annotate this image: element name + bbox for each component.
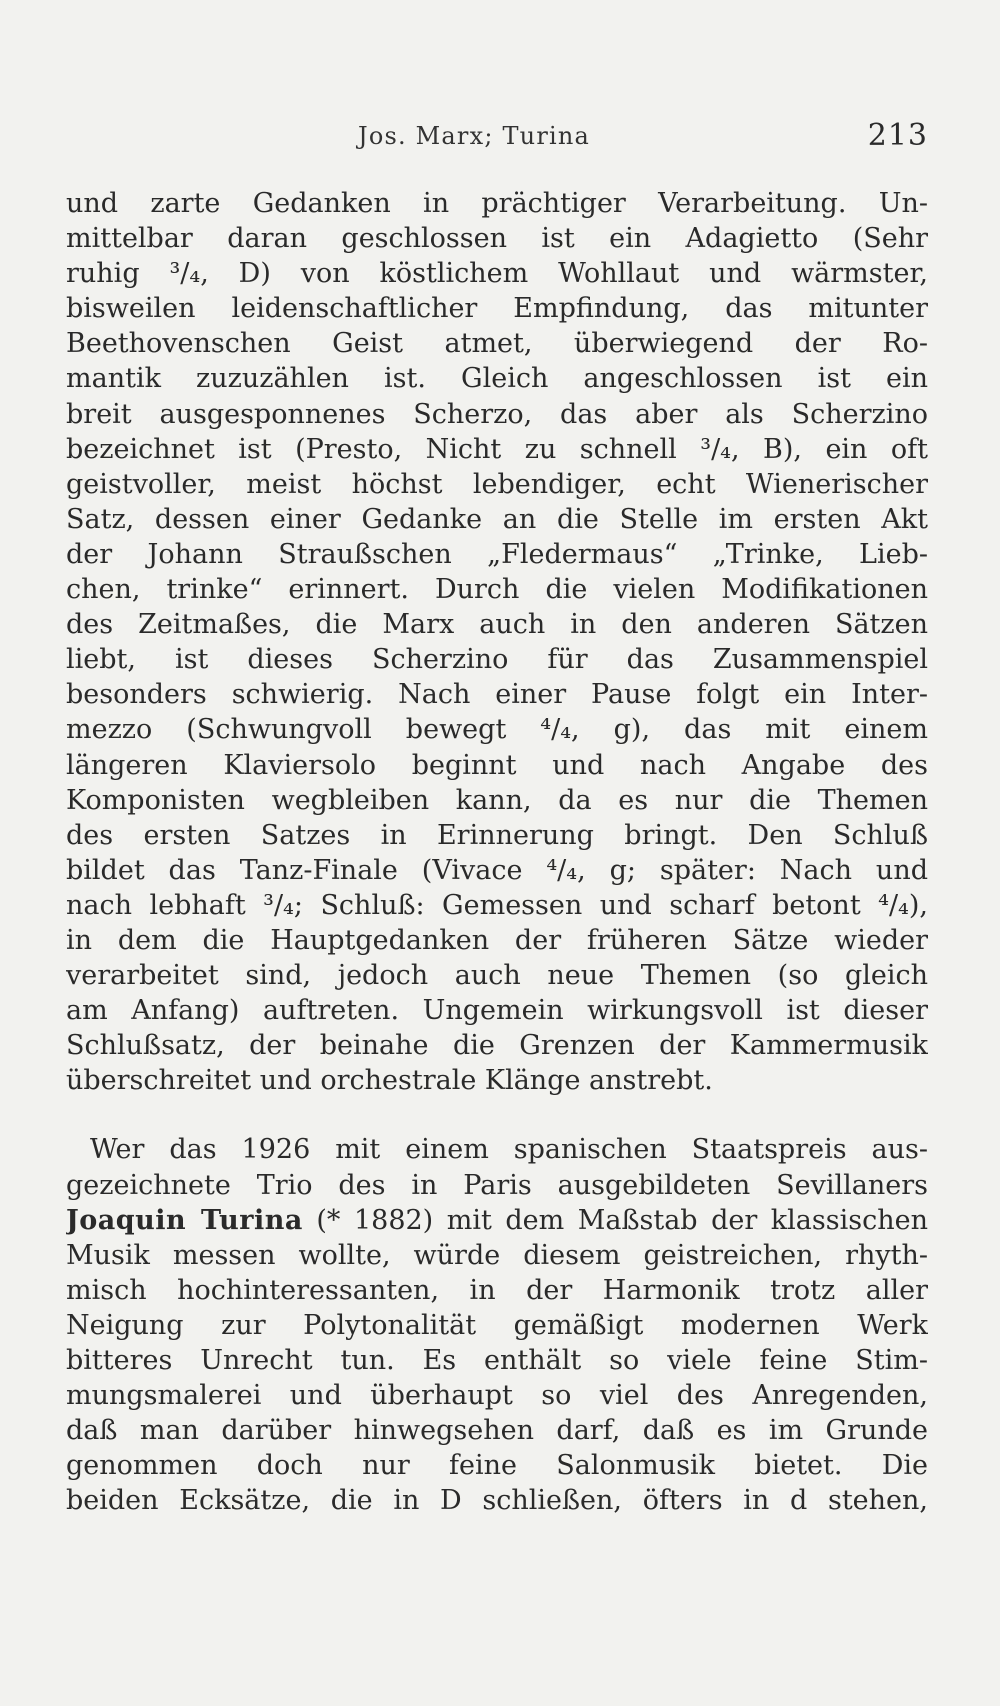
text-line: des ersten Satzes in Erinnerung bringt. Den Schluß [66,819,928,851]
text-line: Beethovenschen Geist atmet, überwiegend der Ro- [66,328,928,360]
text-line: Schlußsatz, der beinahe die Grenzen der Kammermusik [66,1030,928,1062]
paragraph-2-rest [66,1238,928,1519]
text-line: liebt, ist dieses Scherzino für das Zusammenspiel [66,644,928,676]
text-line: beiden Ecksätze, die in D schließen, öfters in d stehen, [66,1485,928,1517]
text-line: der Johann Straußschen „Fledermaus“ „Trinke, Lieb- [66,538,928,570]
text-line: mungsmalerei und überhaupt so viel des Anregenden, [66,1380,928,1412]
text-line: genommen doch nur feine Salonmusik bietet. Die [66,1450,928,1482]
text-line: geistvoller, meist höchst lebendiger, echt Wienerischer [66,468,928,500]
text-line: überschreitet und orchestrale Klänge anstrebt. [66,1065,713,1097]
text-line: bildet das Tanz-Finale (Vivace ⁴/₄, g; später: Nach und [66,854,928,886]
paragraph-2 [66,1132,928,1518]
text-line: längeren Klaviersolo beginnt und nach Angabe des [66,749,928,781]
text-line: misch hochinteressanten, in der Harmonik trotz aller [66,1274,928,1306]
body-text [66,186,928,1518]
text-line: mantik zuzuzählen ist. Gleich angeschlossen ist ein [66,363,928,395]
text-line-rest: (* 1882) mit dem Maßstab der klassischen [302,1204,928,1236]
text-line: gezeichnete Trio des in Paris ausgebildeten Sevillaners [66,1169,928,1201]
text-line: Neigung zur Polytonalität gemäßigt modernen Werk [66,1309,928,1341]
text-line: verarbeitet sind, jedoch auch neue Themen (so gleich [66,960,928,992]
page-header [66,118,928,162]
text-line: am Anfang) auftreten. Ungemein wirkungsvoll ist dieser [66,995,928,1027]
text-line: Wer das 1926 mit einem spanischen Staatspreis aus- [90,1134,928,1166]
text-line: bisweilen leidenschaftlicher Empfindung, das mitunter [66,293,928,325]
text-line: des Zeitmaßes, die Marx auch in den anderen Sätzen [66,609,928,641]
text-line: besonders schwierig. Nach einer Pause folgt ein Inter- [66,679,928,711]
text-line: nach lebhaft ³/₄; Schluß: Gemessen und scharf betont ⁴/₄), [66,889,928,921]
paragraph-gap [66,1098,928,1132]
text-line: mezzo (Schwungvoll bewegt ⁴/₄, g), das mit einem [66,714,928,746]
text-line: Musik messen wollte, würde diesem geistreichen, rhyth- [66,1239,928,1271]
text-line: Satz, dessen einer Gedanke an die Stelle im ersten Akt [66,503,928,535]
text-line: ruhig ³/₄, D) von köstlichem Wohllaut und wärmster, [66,258,928,290]
text-line: und zarte Gedanken in prächtiger Verarbeitung. Un- [66,188,928,219]
text-line: bitteres Unrecht tun. Es enthält so viele feine Stim- [66,1345,928,1376]
text-line: Komponisten wegbleiben kann, da es nur die Themen [66,784,928,816]
running-title: Jos. Marx; Turina [358,122,591,150]
text-line: mittelbar daran geschlossen ist ein Adagietto (Sehr [66,223,928,255]
text-line: breit ausgesponnenes Scherzo, das aber als Scherzino [66,398,928,430]
text-line: chen, trinke“ erinnert. Durch die vielen Modifikationen [66,574,928,606]
text-line: bezeichnet ist (Presto, Nicht zu schnell ³/₄, B), ein oft [66,433,928,465]
text-line: in dem die Hauptgedanken der früheren Sätze wieder [66,924,928,956]
text-line [66,1203,928,1238]
text-line: daß man darüber hinwegsehen darf, daß es im Grunde [66,1415,928,1447]
composer-name: Joaquin Turina [66,1204,303,1236]
paragraph-1 [66,186,928,1098]
page-number: 213 [867,118,928,153]
